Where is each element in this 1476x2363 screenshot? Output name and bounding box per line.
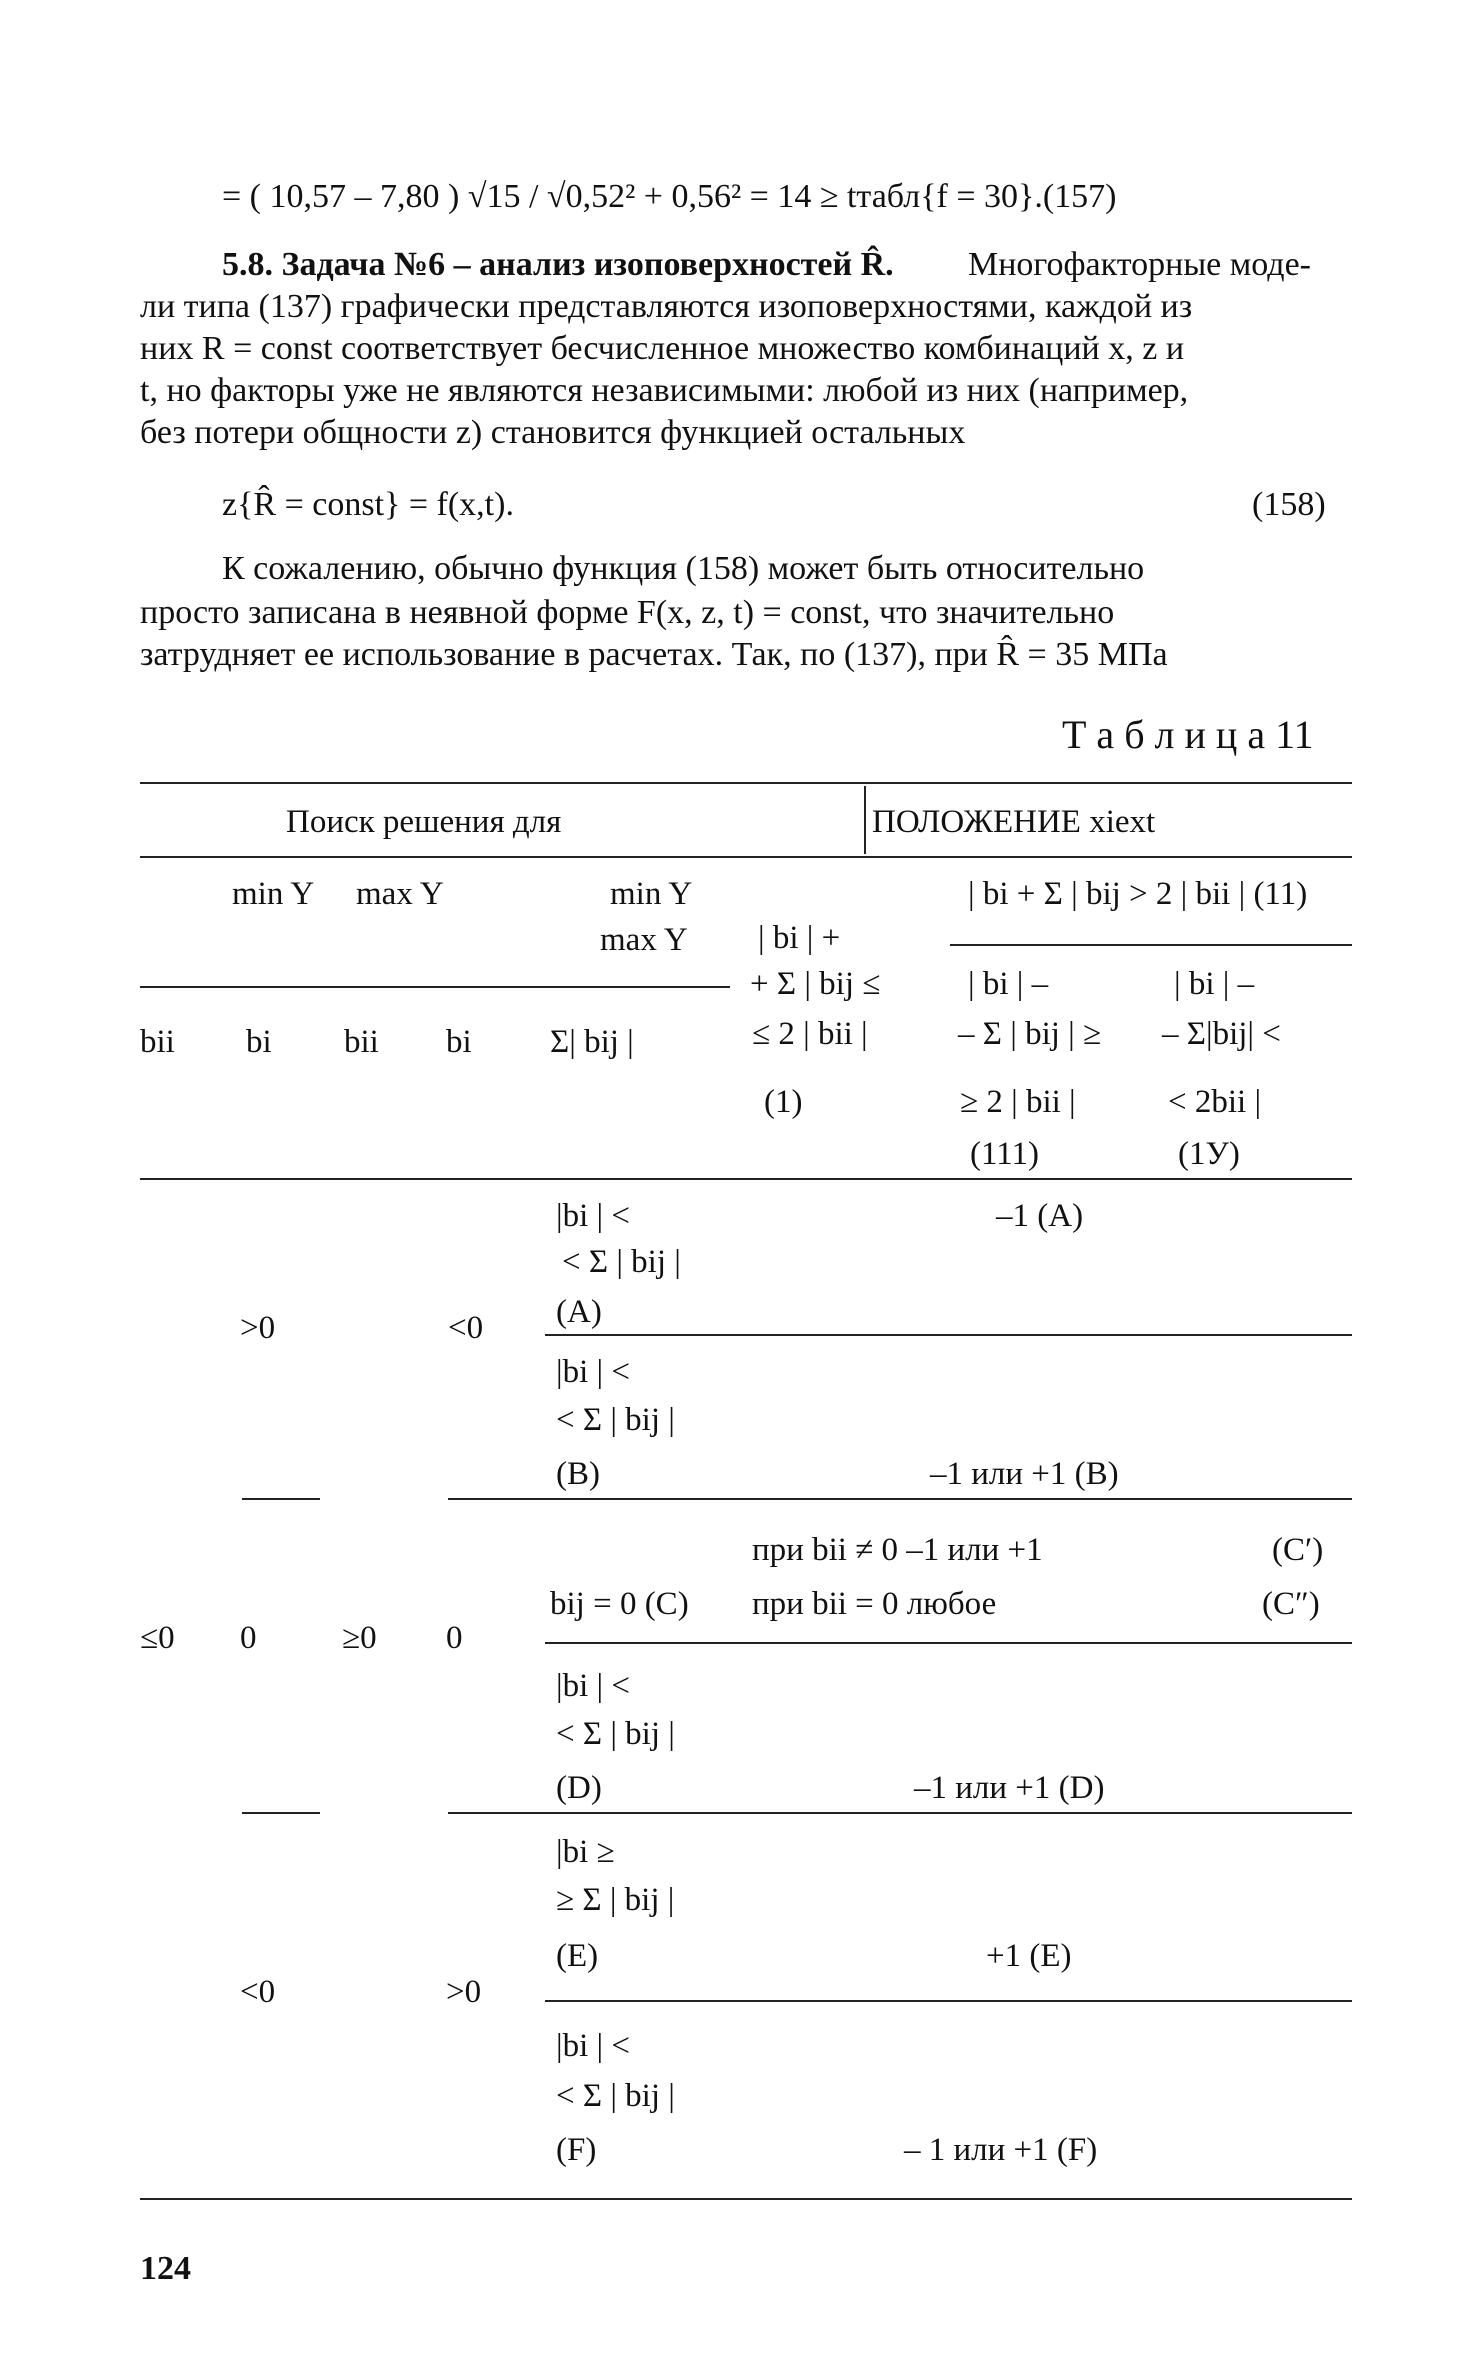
row-d-cond-label: (D) (556, 1770, 602, 1806)
equation-157: = ( 10,57 – 7,80 ) √15 / √0,52² + 0,56² = 14 ≥ tтабл{f = 30}.(157) (222, 178, 1117, 215)
table-rule-d (448, 1812, 1352, 1814)
row-f-cond-line1: |bi | < (556, 2028, 630, 2064)
cond-111-line3: ≥ 2 | bii | (960, 1084, 1076, 1120)
section-line-1: ли типа (137) графически представляются изоповерхностями, каждой из (140, 288, 1193, 325)
cond-111-line2: – Σ | bij | ≥ (958, 1016, 1102, 1052)
min-y-2: min Y (610, 876, 693, 912)
table-title: Т а б л и ц а 11 (1062, 712, 1314, 757)
cond-1-line1: | bi | + (758, 920, 841, 956)
cond-1y-line1: | bi | – (1174, 966, 1255, 1002)
row-d-cond-line1: |bi | < (556, 1668, 630, 1704)
row-f-result: – 1 или +1 (F) (904, 2132, 1098, 2168)
cond-1y-line2: – Σ|bij| < (1162, 1016, 1281, 1052)
col-bi-1: bi (246, 1024, 272, 1060)
row-a-result: –1 (A) (996, 1198, 1084, 1234)
col-bii-1: bii (140, 1024, 175, 1060)
row-c1-text: при bii ≠ 0 –1 или +1 (752, 1532, 1043, 1568)
table-divider-vertical (864, 786, 866, 854)
table-rule-cond11 (950, 944, 1352, 946)
row-b-result: –1 или +1 (B) (930, 1456, 1119, 1492)
row-a-cond-label: (A) (556, 1294, 602, 1330)
row-d-cond-line2: < Σ | bij | (556, 1716, 675, 1752)
cond-111-label: (111) (970, 1136, 1040, 1172)
paragraph2-line-1: К сожалению, обычно функция (158) может быть относительно (222, 550, 1145, 587)
col-sum-bij: Σ| bij | (550, 1024, 634, 1060)
val-lt0: <0 (448, 1310, 484, 1346)
cond-11: | bi + Σ | bij > 2 | bii | (11) (968, 876, 1308, 912)
cond-1-label: (1) (764, 1084, 803, 1120)
table-rule-top (140, 782, 1352, 784)
table-rule-b (448, 1498, 1352, 1500)
max-y-2: max Y (600, 922, 688, 958)
val-ge0: ≥0 (342, 1620, 377, 1656)
section-line-3: t, но факторы уже не являются независимыми: любой из них (например, (140, 372, 1189, 409)
col-bi-2: bi (446, 1024, 472, 1060)
table-rule-header (140, 856, 1352, 858)
paragraph2-line-3: затрудняет ее использование в расчетах. Так, по (137), при R̂ = 35 МПа (140, 636, 1168, 673)
page-number: 124 (140, 2250, 191, 2287)
table-rule-a (545, 1334, 1352, 1336)
row-c2-tag: (C″) (1262, 1586, 1320, 1622)
table-rule-minmax (140, 986, 730, 988)
row-e-result: +1 (E) (986, 1938, 1072, 1974)
min-y-1: min Y (232, 876, 315, 912)
row-b-cond-label: (B) (556, 1456, 600, 1492)
row-e-cond-label: (E) (556, 1938, 599, 1974)
val-gt0-b: >0 (446, 1974, 482, 2010)
col-bii-2: bii (344, 1024, 379, 1060)
row-f-cond-line2: < Σ | bij | (556, 2078, 675, 2114)
header-search: Поиск решения для (286, 804, 562, 840)
val-zero-2: 0 (446, 1620, 463, 1656)
cond-1-line3: ≤ 2 | bii | (752, 1016, 868, 1052)
equation-158: z{R̂ = const} = f(x,t). (222, 486, 514, 523)
row-e-cond-line1: |bi ≥ (556, 1834, 615, 1870)
row-a-cond-line1: |bi | < (556, 1198, 630, 1234)
table-rule-d-short (242, 1812, 320, 1814)
row-d-result: –1 или +1 (D) (914, 1770, 1105, 1806)
val-le0: ≤0 (140, 1620, 175, 1656)
cond-1-line2: + Σ | bij ≤ (750, 966, 881, 1002)
equation-158-number: (158) (1252, 486, 1326, 523)
table-rule-e (545, 2000, 1352, 2002)
paragraph2-line-2: просто записана в неявной форме F(x, z, t) = const, что значительно (140, 594, 1115, 631)
section-line-2: них R = const соответствует бесчисленное множество комбинаций x, z и (140, 330, 1185, 367)
val-lt0-b: <0 (240, 1974, 276, 2010)
section-title: 5.8. Задача №6 – анализ изоповерхностей R̂. (222, 246, 894, 283)
row-c-cond: bij = 0 (C) (550, 1586, 689, 1622)
row-b-cond-line1: |bi | < (556, 1354, 630, 1390)
table-rule-colhead (140, 1178, 1352, 1180)
row-a-cond-line2: < Σ | bij | (562, 1244, 681, 1280)
val-gt0: >0 (240, 1310, 276, 1346)
row-c1-tag: (C′) (1272, 1532, 1324, 1568)
table-rule-b-short (242, 1498, 320, 1500)
section-line-4: без потери общности z) становится функцией остальных (140, 414, 966, 451)
max-y-1: max Y (356, 876, 444, 912)
table-rule-c (545, 1642, 1352, 1644)
row-e-cond-line2: ≥ Σ | bij | (556, 1882, 675, 1918)
cond-1y-line3: < 2bii | (1168, 1084, 1262, 1120)
row-b-cond-line2: < Σ | bij | (556, 1402, 675, 1438)
row-c2-text: при bii = 0 любое (752, 1586, 997, 1622)
table-rule-bottom (140, 2198, 1352, 2200)
row-f-cond-label: (F) (556, 2132, 597, 2168)
val-zero-1: 0 (240, 1620, 257, 1656)
header-position: ПОЛОЖЕНИЕ xiext (872, 804, 1156, 840)
cond-1y-label: (1У) (1178, 1136, 1240, 1172)
cond-111-line1: | bi | – (968, 966, 1049, 1002)
section-text-first: Многофакторные моде- (968, 246, 1312, 283)
